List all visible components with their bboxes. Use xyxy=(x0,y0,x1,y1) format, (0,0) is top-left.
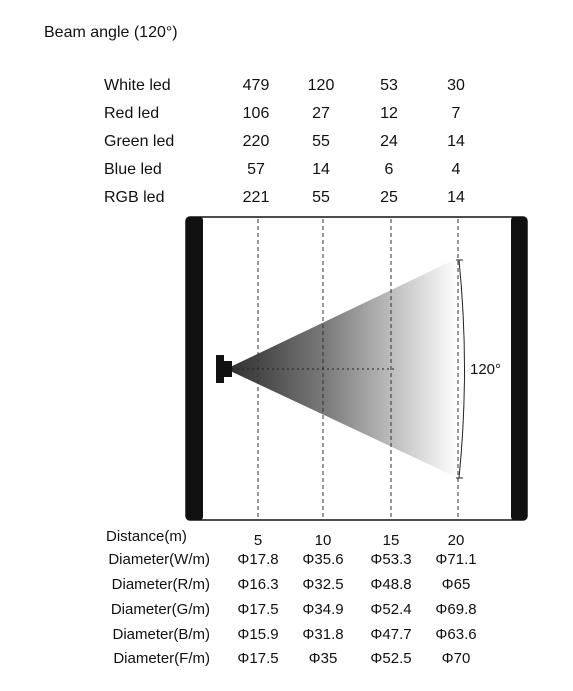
lux-value: 55 xyxy=(312,189,330,206)
lux-value: 221 xyxy=(242,189,270,206)
diameter-value: Φ17.5 xyxy=(237,601,279,618)
lux-value: 57 xyxy=(247,161,265,178)
lux-value: 7 xyxy=(451,105,461,122)
diameter-value: Φ63.6 xyxy=(435,626,477,643)
lux-value: 12 xyxy=(380,105,398,122)
diameter-label-f: Diameter(F/m) xyxy=(113,650,210,667)
diameter-value: Φ47.7 xyxy=(370,626,412,643)
lux-value: 55 xyxy=(312,133,330,150)
lux-value: 4 xyxy=(451,161,461,178)
distance-value: 10 xyxy=(314,532,332,549)
distance-value: 15 xyxy=(382,532,400,549)
diameter-value: Φ17.8 xyxy=(237,551,279,568)
lux-value: 14 xyxy=(447,189,465,206)
distance-value: 5 xyxy=(253,532,263,549)
diameter-value: Φ71.1 xyxy=(435,551,477,568)
lux-value: 14 xyxy=(447,133,465,150)
diameter-value: Φ32.5 xyxy=(302,576,344,593)
row-label-blue: Blue led xyxy=(104,161,162,178)
right-wall xyxy=(511,217,527,520)
diameter-value: Φ17.5 xyxy=(237,650,279,667)
diameter-value: Φ16.3 xyxy=(237,576,279,593)
diameter-label-r: Diameter(R/m) xyxy=(111,576,210,593)
lux-value: 106 xyxy=(242,105,270,122)
lux-value: 479 xyxy=(242,77,270,94)
left-wall xyxy=(186,217,203,520)
diameter-value: Φ52.4 xyxy=(370,601,412,618)
diameter-value: Φ48.8 xyxy=(370,576,412,593)
angle-label: 120° xyxy=(470,361,502,378)
lux-value: 53 xyxy=(380,77,398,94)
diameter-label-b: Diameter(B/m) xyxy=(112,626,210,643)
distance-value: 20 xyxy=(447,532,465,549)
diameter-value: Φ65 xyxy=(441,576,471,593)
diameter-value: Φ15.9 xyxy=(237,626,279,643)
row-label-red: Red led xyxy=(104,105,160,122)
diameter-label-w: Diameter(W/m) xyxy=(108,551,210,568)
lux-value: 120 xyxy=(307,77,335,94)
diagram-title: Beam angle (120°) xyxy=(44,24,178,41)
diameter-value: Φ31.8 xyxy=(302,626,344,643)
lux-value: 220 xyxy=(242,133,270,150)
row-label-white: White led xyxy=(104,77,171,94)
lux-value: 24 xyxy=(380,133,398,150)
lux-value: 14 xyxy=(312,161,330,178)
lux-value: 27 xyxy=(312,105,330,122)
lux-value: 30 xyxy=(447,77,465,94)
diameter-value: Φ69.8 xyxy=(435,601,477,618)
lux-value: 25 xyxy=(380,189,398,206)
diameter-value: Φ52.5 xyxy=(370,650,412,667)
diameter-label-g: Diameter(G/m) xyxy=(110,601,210,618)
lux-value: 6 xyxy=(384,161,394,178)
diameter-value: Φ70 xyxy=(441,650,471,667)
row-label-rgb: RGB led xyxy=(104,189,165,206)
distance-label: Distance(m) xyxy=(106,528,187,545)
diameter-value: Φ53.3 xyxy=(370,551,412,568)
diameter-value: Φ35 xyxy=(308,650,338,667)
row-label-green: Green led xyxy=(104,133,175,150)
diameter-value: Φ34.9 xyxy=(302,601,344,618)
diameter-value: Φ35.6 xyxy=(302,551,344,568)
